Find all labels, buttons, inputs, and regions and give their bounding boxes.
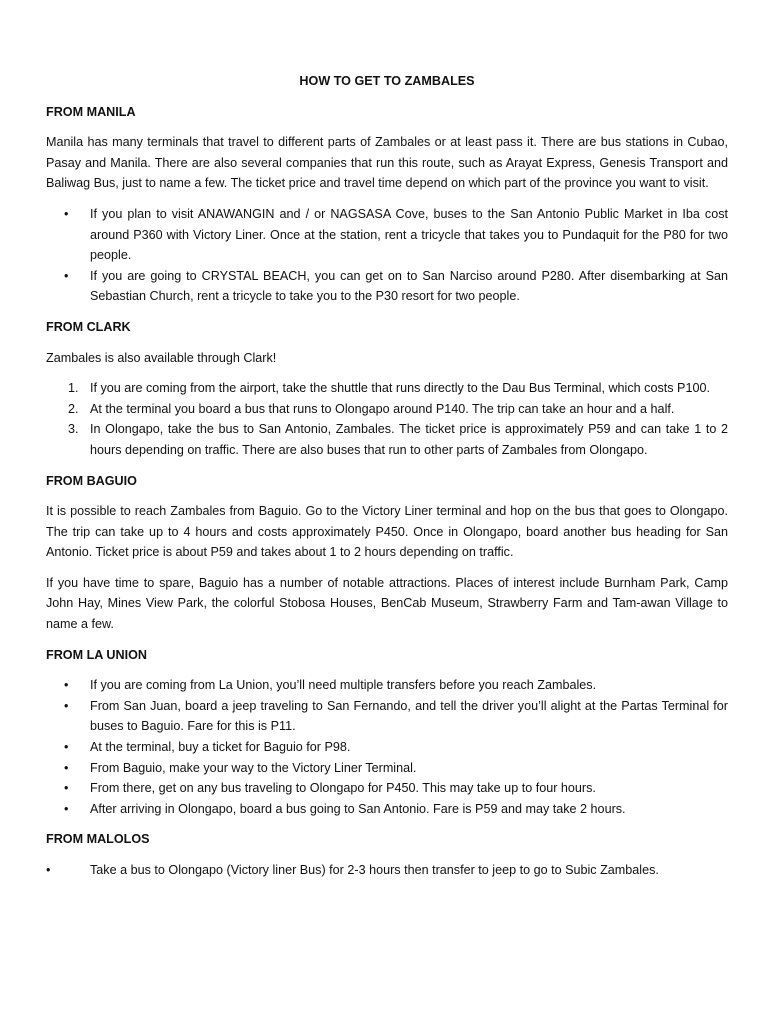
list-item-text: If you are coming from the airport, take the shuttle that runs directly to the Dau Bus Terminal, which costs P100.: [90, 381, 710, 396]
list-number: 3.: [68, 422, 79, 437]
bullet-icon: •: [64, 740, 69, 755]
list-item-text: At the terminal you board a bus that runs to Olongapo around P140. The trip can take an hour and a half.: [90, 401, 675, 416]
bullet-icon: •: [64, 760, 69, 775]
section-heading-malolos: FROM MALOLOS: [46, 832, 150, 847]
manila-bullet-list: [46, 204, 728, 307]
section-heading-clark: FROM CLARK: [46, 319, 131, 334]
malolos-bullet-list: [46, 860, 728, 881]
list-item-text: From there, get on any bus traveling to Olongapo for P450. This may take up to four hours.: [90, 781, 596, 796]
list-item: [46, 419, 728, 460]
section-heading-manila: FROM MANILA: [46, 104, 136, 119]
list-item: [46, 675, 728, 696]
la-union-bullet-list: [46, 675, 728, 819]
list-item-text: If you are going to CRYSTAL BEACH, you can get on to San Narciso around P280. After disembarking at San Sebastian Church, rent a tricycle to take you to the P30 resort for two people.: [90, 268, 728, 304]
list-number: 1.: [68, 381, 79, 396]
list-item: [46, 758, 728, 779]
list-item-text: If you plan to visit ANAWANGIN and / or NAGSASA Cove, buses to the San Antonio Public Market in Iba cost around P360 with Victory Liner. Once at the station, rent a tricycle that takes you to Pundaquit for the P80 for two people.: [90, 206, 728, 263]
list-item-text: After arriving in Olongapo, board a bus going to San Antonio. Fare is P59 and may take 2 hours.: [90, 801, 626, 816]
list-item: [46, 737, 728, 758]
list-item-text: In Olongapo, take the bus to San Antonio, Zambales. The ticket price is approximately P59 and can take 1 to 2 hours depending on traffic. There are also buses that run to other parts of Zambales from Olongapo.: [90, 422, 728, 457]
bullet-icon: •: [64, 268, 69, 283]
list-item: [46, 799, 728, 820]
list-number: 2.: [68, 401, 79, 416]
bullet-icon: •: [64, 206, 69, 221]
list-item: [46, 378, 728, 399]
bullet-icon: •: [64, 678, 69, 693]
list-item: [46, 266, 728, 307]
document-title: HOW TO GET TO ZAMBALES: [299, 74, 475, 88]
list-item-text: If you are coming from La Union, you’ll need multiple transfers before you reach Zambales.: [90, 678, 597, 693]
list-item-text: At the terminal, buy a ticket for Baguio for P98.: [90, 740, 351, 755]
list-item: [46, 860, 728, 881]
clark-intro: Zambales is also available through Clark!: [46, 350, 277, 365]
bullet-icon: •: [64, 801, 69, 816]
list-item-text: Take a bus to Olongapo (Victory liner Bus) for 2-3 hours then transfer to jeep to go to Subic Zambales.: [90, 863, 659, 877]
baguio-paragraph-1: It is possible to reach Zambales from Baguio. Go to the Victory Liner terminal and hop on the bus that goes to Olongapo. The trip can take up to 4 hours and costs approximately P450. Once in Olongapo, board another bus heading for San Antonio. Ticket price is about P59 and takes about 1 to 2 hours depending on traffic.: [46, 504, 728, 560]
list-item-text: From Baguio, make your way to the Victory Liner Terminal.: [90, 760, 417, 775]
bullet-icon: •: [46, 863, 51, 877]
list-item-text: From San Juan, board a jeep traveling to San Fernando, and tell the driver you’ll alight at the Partas Terminal for buses to Baguio. Fare for this is P11.: [90, 698, 728, 734]
bullet-icon: •: [64, 781, 69, 796]
section-heading-baguio: FROM BAGUIO: [46, 473, 137, 488]
list-item: [46, 204, 728, 266]
section-heading-la-union: FROM LA UNION: [46, 647, 147, 662]
clark-numbered-list: [46, 378, 728, 460]
manila-intro: Manila has many terminals that travel to different parts of Zambales or at least pass it. There are bus stations in Cubao, Pasay and Manila. There are also several companies that run this route, such as Arayat Express, Genesis Transport and Baliwag Bus, just to name a few. The ticket price and travel time depend on which part of the province you want to visit.: [46, 135, 728, 191]
list-item: [46, 696, 728, 737]
list-item: [46, 778, 728, 799]
list-item: [46, 399, 728, 420]
baguio-paragraph-2: If you have time to spare, Baguio has a number of notable attractions. Places of interest include Burnham Park, Camp John Hay, Mines View Park, the colorful Stobosa Houses, BenCab Museum, Strawberry Farm and Tam-awan Village to name a few.: [46, 575, 728, 632]
bullet-icon: •: [64, 698, 69, 713]
